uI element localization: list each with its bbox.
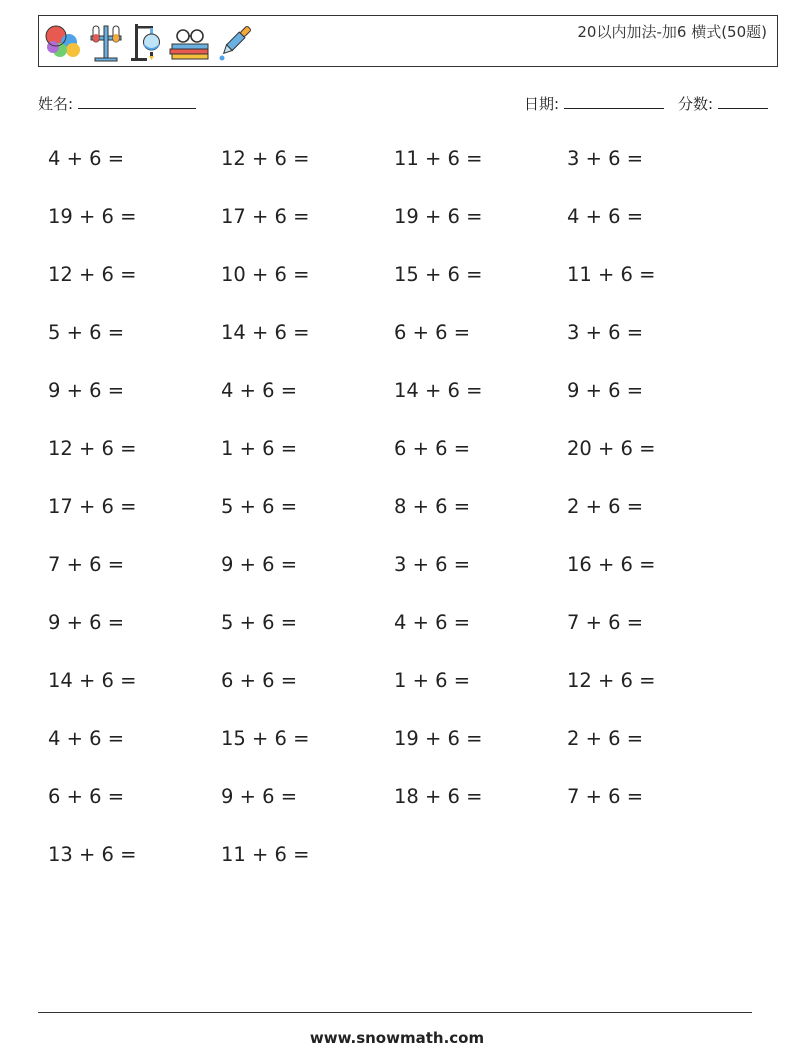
- problem-item: 12 + 6 =: [48, 437, 137, 460]
- problem-item: 7 + 6 =: [567, 611, 644, 634]
- problem-item: 19 + 6 =: [394, 205, 483, 228]
- problem-item: 12 + 6 =: [48, 263, 137, 286]
- problem-item: 4 + 6 =: [48, 727, 125, 750]
- score-label: 分数:: [678, 95, 714, 113]
- pipette-icon: [217, 22, 253, 62]
- name-label: 姓名:: [38, 95, 74, 113]
- problem-item: 2 + 6 =: [567, 495, 644, 518]
- problem-item: 9 + 6 =: [48, 611, 125, 634]
- problem-item: 15 + 6 =: [221, 727, 310, 750]
- problem-item: 8 + 6 =: [394, 495, 471, 518]
- balloons-icon: [43, 22, 83, 62]
- score-line[interactable]: [718, 94, 768, 109]
- problem-item: 9 + 6 =: [221, 553, 298, 576]
- problem-item: 6 + 6 =: [48, 785, 125, 808]
- problem-item: 6 + 6 =: [394, 321, 471, 344]
- problem-item: 16 + 6 =: [567, 553, 656, 576]
- problem-item: 11 + 6 =: [221, 843, 310, 866]
- problem-item: 17 + 6 =: [48, 495, 137, 518]
- problem-item: 1 + 6 =: [394, 669, 471, 692]
- problem-item: 9 + 6 =: [221, 785, 298, 808]
- problem-item: 18 + 6 =: [394, 785, 483, 808]
- footer-url: www.snowmath.com: [309, 1029, 485, 1047]
- problem-item: 14 + 6 =: [394, 379, 483, 402]
- problem-item: 19 + 6 =: [48, 205, 137, 228]
- problem-item: 6 + 6 =: [394, 437, 471, 460]
- problem-item: 9 + 6 =: [567, 379, 644, 402]
- problem-item: 11 + 6 =: [567, 263, 656, 286]
- problem-item: 7 + 6 =: [567, 785, 644, 808]
- problem-item: 12 + 6 =: [567, 669, 656, 692]
- problem-item: 14 + 6 =: [48, 669, 137, 692]
- footer-divider: [38, 1012, 752, 1013]
- problem-item: 5 + 6 =: [221, 611, 298, 634]
- problem-item: 4 + 6 =: [48, 147, 125, 170]
- problem-item: 19 + 6 =: [394, 727, 483, 750]
- problem-item: 2 + 6 =: [567, 727, 644, 750]
- worksheet-title: 20以内加法-加6 横式(50题): [577, 23, 767, 41]
- problem-item: 3 + 6 =: [394, 553, 471, 576]
- date-field: [524, 93, 664, 114]
- date-label: 日期:: [524, 95, 560, 113]
- header-box: [38, 15, 778, 67]
- problem-item: 3 + 6 =: [567, 321, 644, 344]
- problem-item: 4 + 6 =: [394, 611, 471, 634]
- date-line[interactable]: [564, 94, 664, 109]
- problem-item: 20 + 6 =: [567, 437, 656, 460]
- problem-item: 1 + 6 =: [221, 437, 298, 460]
- problem-item: 10 + 6 =: [221, 263, 310, 286]
- problem-item: 7 + 6 =: [48, 553, 125, 576]
- problem-item: 12 + 6 =: [221, 147, 310, 170]
- score-field: [678, 93, 768, 114]
- lab-stand-icon: [129, 22, 163, 62]
- problem-item: 17 + 6 =: [221, 205, 310, 228]
- problem-item: 3 + 6 =: [567, 147, 644, 170]
- problem-item: 9 + 6 =: [48, 379, 125, 402]
- problem-item: 4 + 6 =: [221, 379, 298, 402]
- name-line[interactable]: [78, 94, 196, 109]
- problem-item: 5 + 6 =: [48, 321, 125, 344]
- problem-item: 5 + 6 =: [221, 495, 298, 518]
- problem-item: 14 + 6 =: [221, 321, 310, 344]
- problem-item: 15 + 6 =: [394, 263, 483, 286]
- name-field: [38, 93, 196, 114]
- test-tubes-icon: [89, 22, 123, 62]
- problem-item: 11 + 6 =: [394, 147, 483, 170]
- problem-item: 13 + 6 =: [48, 843, 137, 866]
- problem-item: 6 + 6 =: [221, 669, 298, 692]
- books-glasses-icon: [169, 22, 211, 62]
- problem-item: 4 + 6 =: [567, 205, 644, 228]
- header-icons: [43, 20, 253, 64]
